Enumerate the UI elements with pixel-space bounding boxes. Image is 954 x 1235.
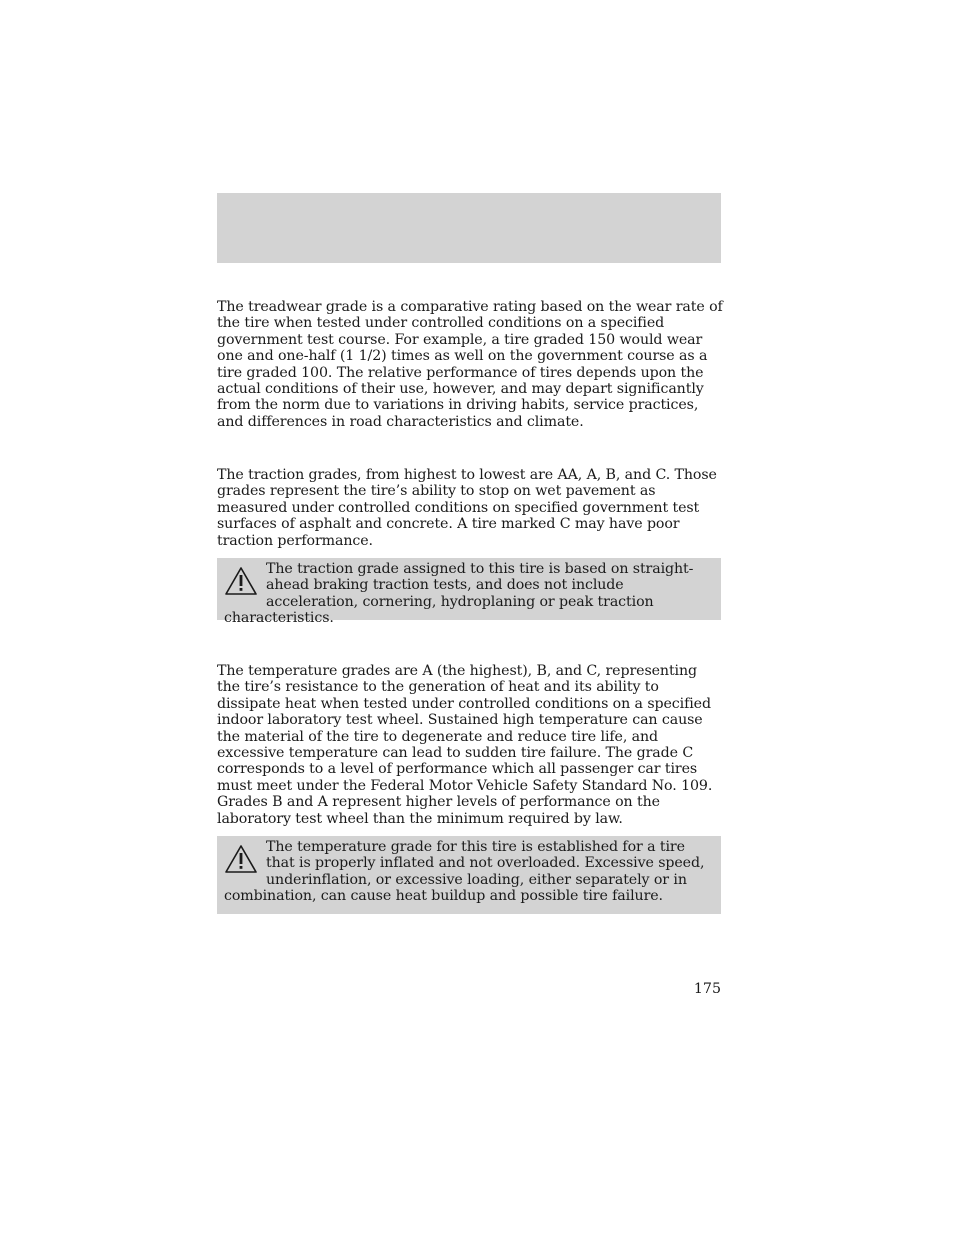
page-number: 175 — [693, 981, 721, 997]
temperature-warning-text: The temperature grade for this tire is established for a tire that is properly inflated and not overloaded. Excessive speed, underinflation, or excessive loading, either separately or in combination, can cause heat buildup and possible tire failure. — [224, 839, 705, 905]
warning-triangle-icon — [224, 844, 258, 874]
traction-warning-text: The traction grade assigned to this tire is based on straight-ahead braking traction tests, and does not include acceleration, cornering, hydroplaning or peak traction characteristics. — [224, 561, 694, 627]
warning-triangle-icon — [224, 566, 258, 596]
section-header-band — [217, 193, 721, 263]
treadwear-paragraph: The treadwear grade is a comparative rating based on the wear rate of the tire when tested under controlled conditions on a specified government test course. For example, a tire graded 150 would wear one and one-half (1 1/2) times as well on the government course as a tire graded 100. The relative performance of tires depends upon the actual conditions of their use, however, and may depart significantly from the norm due to variations in driving habits, service practices, and differences in road characteristics and climate. — [217, 299, 723, 430]
temperature-paragraph: The temperature grades are A (the highest), B, and C, representing the tire’s resistance to the generation of heat and its ability to dissipate heat when tested under controlled conditions on a specified indoor laboratory test wheel. Sustained high temperature can cause the material of the tire to degenerate and reduce tire life, and excessive temperature can lead to sudden tire failure. The grade C corresponds to a level of performance which all passenger car tires must meet under the Federal Motor Vehicle Safety Standard No. 109. Grades B and A represent higher levels of performance on the laboratory test wheel than the minimum required by law. — [217, 663, 713, 827]
traction-paragraph: The traction grades, from highest to lowest are AA, A, B, and C. Those grades represent the tire’s ability to stop on wet pavement as measured under controlled conditions on specified government test surfaces of asphalt and concrete. A tire marked C may have poor traction performance. — [217, 467, 717, 549]
temperature-warning-box — [217, 836, 721, 914]
traction-warning-box — [217, 558, 721, 627]
